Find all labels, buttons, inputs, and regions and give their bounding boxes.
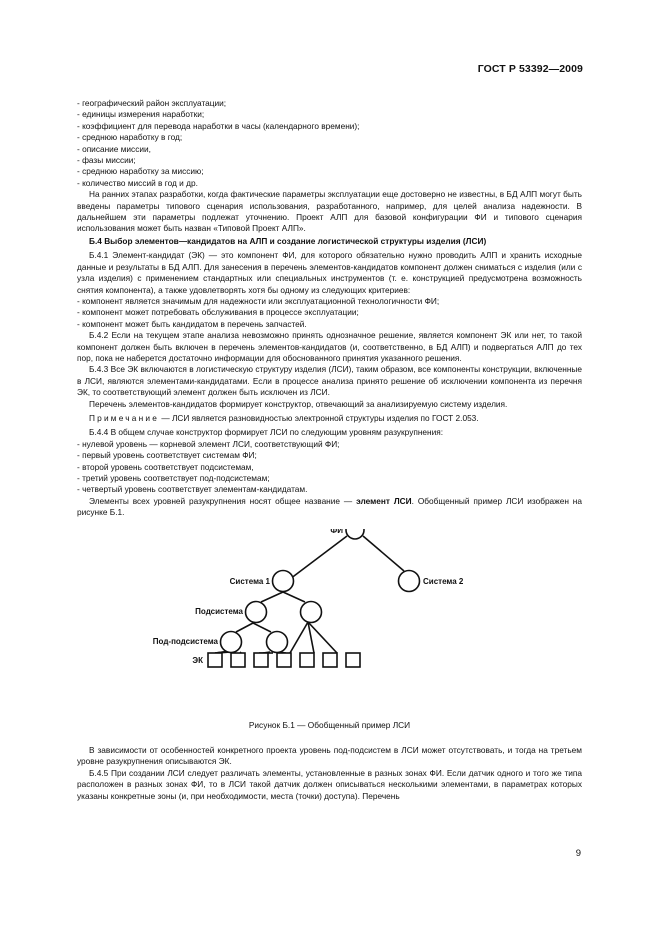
list-item: - второй уровень соответствует подсистемам,: [77, 462, 582, 473]
node-system-1: [273, 570, 294, 591]
node-subsubsystem-2: [267, 631, 288, 652]
node-ek: [323, 653, 337, 667]
node-ek: [277, 653, 291, 667]
page-number: 9: [575, 848, 581, 859]
node-subsubsystem-1: [221, 631, 242, 652]
node-ek: [208, 653, 222, 667]
levels-list: [77, 439, 582, 496]
label-subsystem: Подсистема: [195, 606, 243, 616]
list-item: - единицы измерения наработки;: [77, 109, 582, 120]
lsi-tree-figure: [77, 529, 582, 717]
node-ek: [300, 653, 314, 667]
section-heading: Б.4 Выбор элементов—кандидатов на АЛП и создание логистической структуры изделия (ЛСИ): [89, 235, 487, 246]
list-item: - коэффициент для перевода наработки в часы (календарного времени);: [77, 121, 582, 132]
node-root: [346, 529, 364, 539]
note-label: Примечание: [89, 412, 160, 423]
paragraph: На ранних этапах разработки, когда фактические параметры эксплуатации еще достоверно не известны, в БД АЛП могут быть введены параметры типового сценария использования, разработанного, например, для целей анализа надежности. В дальнейшем эти параметры подлежат уточнению. Проект АЛП для базовой конфигурации ФИ и типового сценария использования может быть назван «Типовой Проект АЛП».: [77, 189, 582, 234]
paragraph: Б.4.4 В общем случае конструктор формирует ЛСИ по следующим уровням разукрупнения:: [89, 427, 444, 438]
list-item: - среднюю наработку в год;: [77, 132, 582, 143]
edge-root-sys2: [363, 536, 404, 571]
list-item: - нулевой уровень — корневой элемент ЛСИ, соответствующий ФИ;: [77, 439, 582, 450]
node-ek: [254, 653, 268, 667]
list-item: - четвертый уровень соответствует элементам-кандидатам.: [77, 484, 582, 495]
edge-sub1-ss2: [253, 623, 271, 632]
node-ek: [346, 653, 360, 667]
note-text: — ЛСИ является разновидностью электронной структуры изделия по ГОСТ 2.053.: [159, 412, 479, 423]
paragraph: [77, 496, 582, 519]
note: [77, 413, 582, 424]
edge-sys1-sub2: [283, 592, 305, 602]
list-item: - компонент может потребовать обслуживания в процессе эксплуатации;: [77, 307, 582, 318]
paragraph: Б.4.5 При создании ЛСИ следует различать элементы, установленные в разных зонах ФИ. Если датчик одного и того же типа расположен в разных зонах ФИ, то в ЛСИ такой датчик должен описываться несколькими элементами, в параметрах которых указаны конкретные зоны (и, при необходимости, места (точки) доступа). Перечень: [77, 767, 582, 801]
criteria-list: [77, 296, 582, 330]
label-system-1: Система 1: [229, 576, 270, 586]
paragraph: Перечень элементов-кандидатов формирует конструктор, отвечающий за анализируемую систему изделия.: [89, 398, 508, 409]
node-subsystem-1: [246, 601, 267, 622]
node-ek: [231, 653, 245, 667]
list-item: - третий уровень соответствует под-подсистемам;: [77, 473, 582, 484]
list-item: - фазы миссии;: [77, 155, 582, 166]
label-system-2: Система 2: [423, 576, 464, 586]
node-system-2: [399, 570, 420, 591]
list-item: - количество миссий в год и др.: [77, 178, 582, 189]
paragraph: В зависимости от особенностей конкретного проекта уровень под-подсистем в ЛСИ может отсутствовать, и тогда на третьем уровне разукрупнения описываются ЭК.: [77, 745, 582, 767]
edge-sub1-ss1: [236, 623, 253, 632]
list-item: - первый уровень соответствует системам ФИ;: [77, 450, 582, 461]
edge-sub2-ek: [290, 622, 308, 653]
node-subsystem-2: [301, 601, 322, 622]
list-item: - среднюю наработку за миссию;: [77, 166, 582, 177]
list-item: - компонент является значимым для надежности или эксплуатационной технологичности ФИ;: [77, 296, 582, 307]
paragraph: Б.4.3 Все ЭК включаются в логистическую структуру изделия (ЛСИ), таким образом, все компоненты конструкции, включенные в ЛСИ, являются элементами-кандидатами. Если в процессе анализа принято решение об исключении компонента из перечня ЭК, то соответствующий элемент должен быть исключен из ЛСИ.: [77, 364, 582, 398]
parameter-list: [77, 98, 582, 189]
edge-sys1-sub1: [261, 592, 283, 602]
figure-caption: Рисунок Б.1 — Обобщенный пример ЛСИ: [248, 719, 411, 730]
page-body: [77, 98, 582, 802]
list-item: - описание миссии,: [77, 144, 582, 155]
label-root: ФИ: [330, 528, 343, 535]
list-item: - компонент может быть кандидатом в перечень запчастей.: [77, 319, 582, 330]
document-code: ГОСТ Р 53392—2009: [477, 63, 583, 75]
text-run: . Обобщенный пример ЛСИ изображен на рисунке Б.1.: [77, 495, 582, 518]
paragraph: Б.4.2 Если на текущем этапе анализа невозможно принять однозначное решение, является компонент ЭК или нет, то такой компонент должен быть включен в перечень элементов-кандидатов (и, соответственно, в БД АЛП) и подвергаться АЛП до тех пор, пока не наберется достаточно информации для обоснованного принятия указанного решения.: [77, 330, 582, 363]
paragraph: Б.4.1 Элемент-кандидат (ЭК) — это компонент ФИ, для которого обязательно нужно проводить АЛП и хранить исходные данные и результаты в БД АЛП. Для занесения в перечень элементов-кандидатов компонент должен сниматься с изделия (или с узла изделия) с применением стандартных или специальных инструментов (т. е. конструкцией предусмотрена возможность снятия компонента), а также удовлетворять хотя бы одному из следующих критериев:: [77, 250, 582, 295]
edge-root-sys1: [290, 536, 347, 579]
label-subsubsystem: Под-подсистема: [152, 636, 218, 646]
bold-term: элемент ЛСИ: [356, 495, 412, 506]
tree-diagram: [77, 529, 582, 717]
list-item: - географический район эксплуатации;: [77, 98, 582, 109]
label-ek: ЭК: [192, 655, 203, 665]
text-run: Элементы всех уровней разукрупнения носят общее название —: [89, 495, 357, 506]
